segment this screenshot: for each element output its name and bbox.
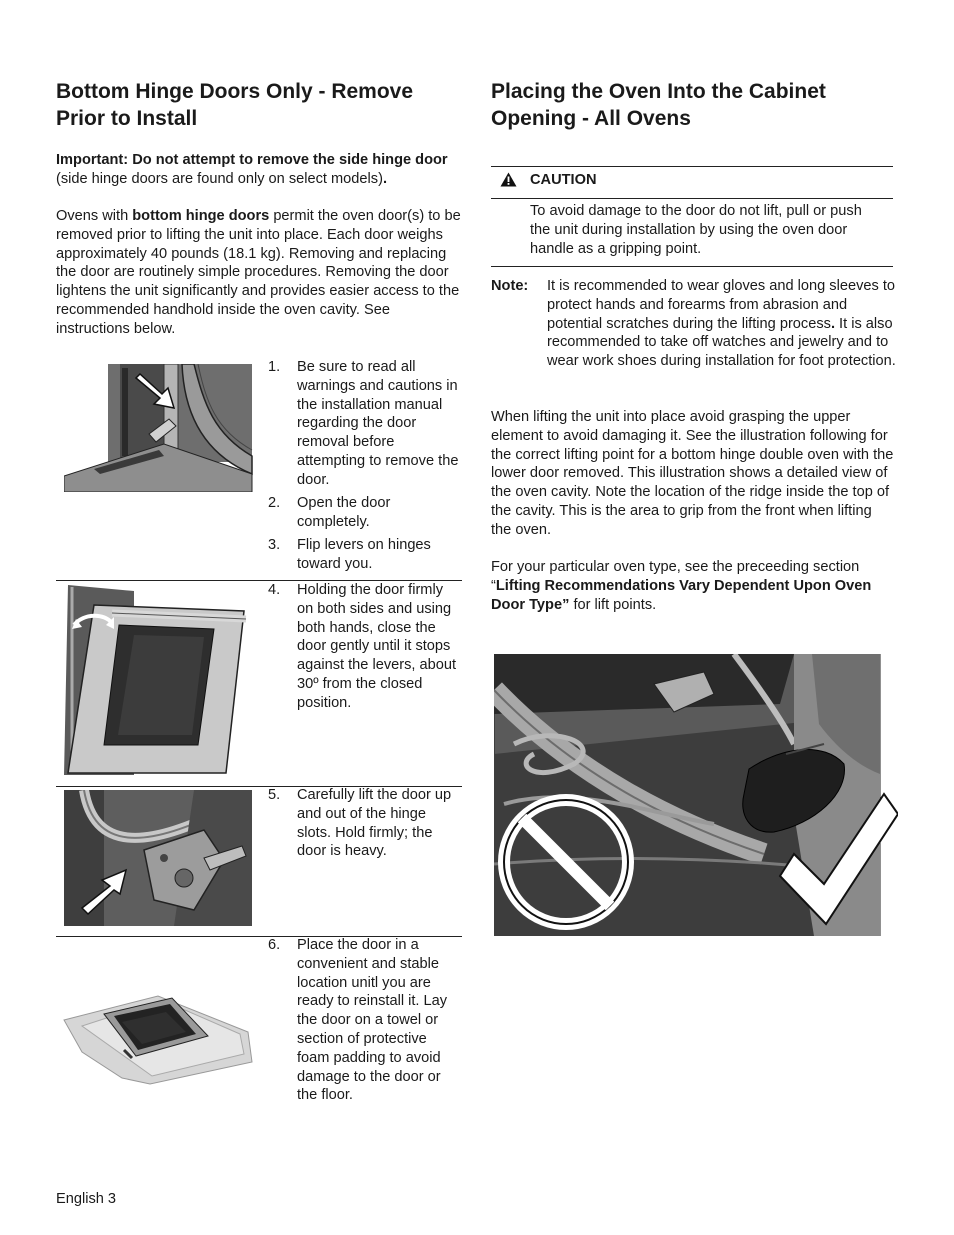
- caution-text: To avoid damage to the door do not lift, pull or push the unit during installation by using the oven door handle as a gripping point.: [530, 203, 862, 257]
- step-6-number: 6.: [268, 937, 281, 953]
- intro-bold: bottom hinge doors: [132, 208, 270, 224]
- figure-oven-lift-point: [494, 654, 898, 936]
- note-pre: It is recommended to wear gloves and long sleeves to protect hands and forearms from abrasion and potential scratches during the lifting process: [547, 278, 896, 332]
- step-2-number: 2.: [268, 495, 281, 511]
- step-5-text: Carefully lift the door up and out of the hinge slots. Hold firmly; the door is heavy.: [297, 787, 452, 860]
- step-6-text: Place the door in a convenient and stable location unitl you are ready to reinstall it. Lay the door on a towel or section of protective foam padding to avoid damage to the door or the floor.: [297, 937, 448, 1104]
- step-5-number: 5.: [268, 787, 281, 803]
- important-bold: Important: Do not attempt to remove the side hinge door: [56, 152, 448, 168]
- para2-post: for lift points.: [569, 596, 657, 613]
- intro-paragraph: [56, 207, 461, 339]
- step-1-number: 1.: [268, 359, 281, 375]
- figure-door-on-towel: [62, 992, 254, 1088]
- intro-post: permit the oven door(s) to be removed prior to lifting the unit into place. Each door weighs approximately 40 pounds (18.1 kg). Removing and replacing the door are routinely simple procedures. Removing the door lightens the unit significantly and provides easier access to the recommended handhold inside the oven cavity. See instructions below.: [56, 208, 461, 337]
- intro-pre: Ovens with: [56, 208, 133, 224]
- caution-mid-rule: [491, 198, 893, 199]
- step-4-text: Holding the door firmly on both sides and using both hands, close the door gently until it stops against the levers, about 30º from the closed position.: [297, 582, 457, 711]
- lifting-paragraph: When lifting the unit into place avoid grasping the upper element to avoid damaging it. See the illustration following for the correct lifting point for a bottom hinge double oven with the lower door removed. This illustration shows a detailed view of the oven cavity. Note the location of the ridge inside the top of the cavity. This is the area to grip from the front when lifting the oven.: [491, 409, 894, 538]
- left-heading: Bottom Hinge Doors Only - Remove Prior to Install: [56, 80, 414, 130]
- important-end: .: [382, 170, 387, 187]
- step-4-number: 4.: [268, 582, 281, 598]
- note-label: Note:: [491, 278, 529, 294]
- page-footer: English 3: [56, 1191, 117, 1207]
- step-3-number: 3.: [268, 537, 281, 553]
- note-dot: .: [830, 315, 835, 332]
- important-note: [56, 151, 461, 189]
- right-heading: Placing the Oven Into the Cabinet Opening - All Ovens: [491, 80, 826, 130]
- important-rest: (side hinge doors are found only on select models): [56, 170, 383, 187]
- figure-close-door: [64, 585, 254, 775]
- note-text: [547, 277, 897, 371]
- figure-lift-door: [64, 790, 252, 926]
- caution-top-rule: [491, 166, 893, 167]
- caution-header: [491, 171, 893, 191]
- step-1-text: Be sure to read all warnings and cautions in the installation manual regarding the door removal before attempting to remove the door.: [297, 359, 459, 488]
- warning-triangle-icon: [500, 172, 517, 193]
- para2-bold: Lifting Recommendations Vary Dependent Upon Oven Door Type”: [491, 577, 872, 613]
- note-post: It is also recommended to take off watches and jewelry and to wear work shoes during installation for foot protection.: [547, 315, 896, 370]
- para2-pre: For your particular oven type, see the preceeding section “: [491, 559, 860, 594]
- step-2-text: Open the door completely.: [297, 495, 391, 530]
- caution-label: CAUTION: [530, 172, 597, 188]
- oven-type-paragraph: [491, 558, 896, 614]
- caution-bottom-rule: [491, 266, 893, 267]
- figure-flip-levers: [64, 364, 254, 492]
- step-3-text: Flip levers on hinges toward you.: [297, 537, 431, 572]
